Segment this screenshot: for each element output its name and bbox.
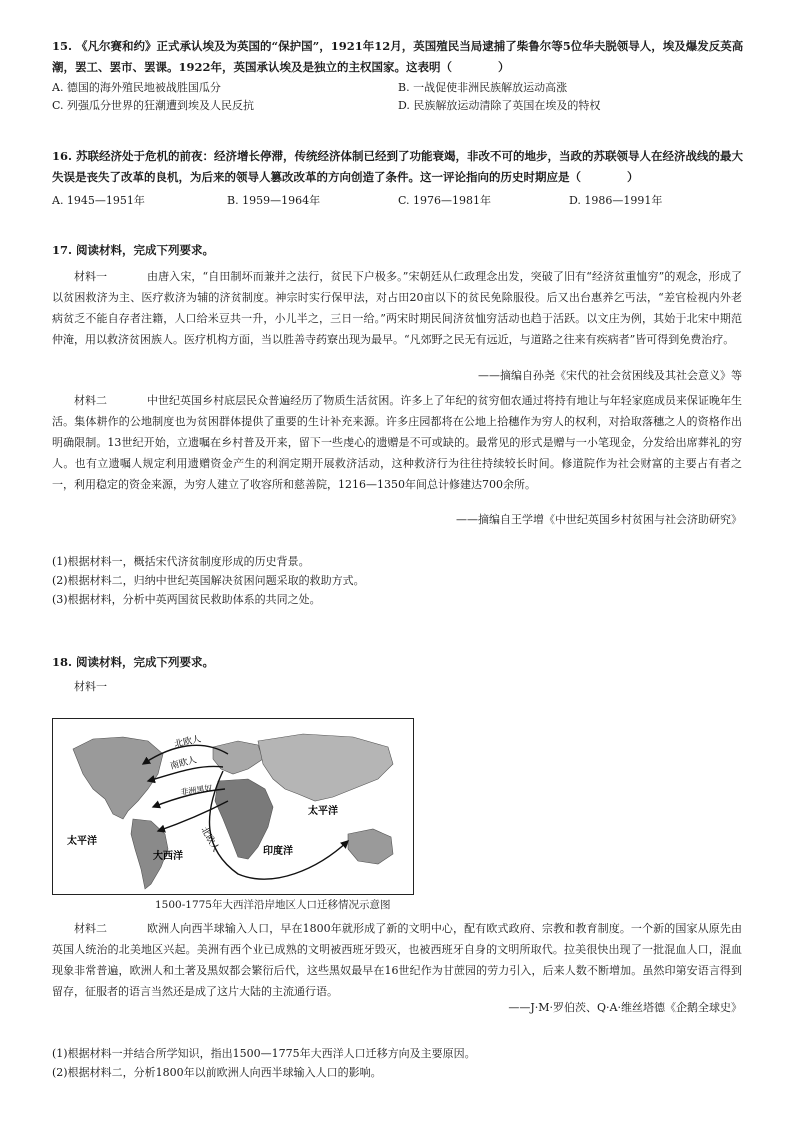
q17-material1-text: 由唐入宋，“自田制坏而兼并之法行，贫民下户极多。”宋朝廷从仁政理念出发，突破了旧有“经济贫重恤穷”的观念，形成了以贫困救济为主、医疗救济为辅的济贫制度。神宗时实行保甲法，对占田20亩以下的贫民免除服役。后又出台惠养乞丐法，“差官检视内外老病贫乏不能自存者注籍，人口给米豆共一升，小儿半之，三日一给。”两宋时期民间济贫恤穷活动也趋于活跃。以文庄为例，其始于北宋中期范仲淹，用以救济贫困族人。医疗机构方面，当以胜善寺药寮出现为最早。“凡郊野之民无有远近，与道路之往来有疾病者”皆可得到免费治疗。 [52,270,742,346]
q17-title: 17. 阅读材料，完成下列要求。 [52,243,215,257]
q17-material2-source: ——摘编自王学增《中世纪英国乡村贫困与社会济助研究》 [456,513,742,526]
q18-material2-text: 欧洲人向西半球输入人口，早在1800年就形成了新的文明中心，配有欧式政府、宗教和教育制度。一个新的国家从原先由英国人统治的北美地区兴起。美洲有西个业已成熟的文明被西班牙毁灭，也被西班牙自身的文明所取代。拉美很快出现了一批混血人口，混血现象非常普遍，欧洲人和土著及黑奴都会繁衍后代，这些黑奴最早在16世纪作为甘蔗园的劳力引入，后来人数不断增加。虽然印第安语言得到留存，征服者的语言当然还是成了这片大陆的主流通行语。 [52,922,742,998]
map-caption: 1500-1775年大西洋沿岸地区人口迁移情况示意图 [155,899,391,911]
map-label-atlantic: 大西洋 [153,851,183,862]
q17-material2-label: 材料二 [74,394,107,407]
asia-landmass [258,734,393,801]
q18-material2-source: ——J·M·罗伯茨、Q·A·维丝塔德《企鹅全球史》 [508,1001,742,1014]
q18-title: 18. 阅读材料，完成下列要求。 [52,655,215,669]
q15-option-b: B. 一战促使非洲民族解放运动高涨 [398,81,568,94]
europe-landmass [213,741,263,774]
q16-option-a: A. 1945—1951年 [52,194,145,207]
map-label-pacific-west: 太平洋 [67,836,97,847]
q16-option-b: B. 1959—1964年 [227,194,321,207]
map-label-africans: 非洲黑奴 [180,783,213,797]
q16-option-d: D. 1986—1991年 [569,194,663,207]
q17-requirement-3: (3)根据材料，分析中英两国贫民救助体系的共同之处。 [52,593,321,606]
q18-requirement-2: (2)根据材料二，分析1800年以前欧洲人向西半球输入人口的影响。 [52,1066,382,1079]
australia-landmass [348,829,393,864]
q17-material1-source: ——摘编自孙尧《宋代的社会贫困线及其社会意义》等 [478,369,742,382]
world-map-figure [53,719,413,894]
q15-option-d: D. 民族解放运动清除了英国在埃及的特权 [398,99,601,112]
map-label-pacific-east: 太平洋 [308,806,338,817]
q17-requirement-2: (2)根据材料二，归纳中世纪英国解决贫困问题采取的救助方式。 [52,574,365,587]
q18-material2-label: 材料二 [74,922,107,935]
q18-material1-label: 材料一 [74,680,107,693]
q15-option-a: A. 德国的海外殖民地被战胜国瓜分 [52,81,221,94]
q15-option-c: C. 列强瓜分世界的狂潮遭到埃及人民反抗 [52,99,255,112]
map-label-west-europe: 北欧人 [198,825,221,854]
map-label-south-europe: 南欧人 [169,755,198,772]
q15-title: 15. 《凡尔赛和约》正式承认埃及为英国的“保护国”，1921年12月，英国殖民当局逮捕了柴鲁尔等5位华夫脱领导人，埃及爆发反英高潮，罢工、罢市、罢课。1922年，英国承认埃及是独立的主权国家。这表明（ ） [52,39,744,74]
map-label-indian: 印度洋 [263,846,293,857]
q17-material1-label: 材料一 [74,270,107,283]
q17-material2-text: 中世纪英国乡村底层民众普遍经历了物质生活贫困。许多上了年纪的贫穷佃农通过将持有地让与年轻家庭成员来保证晚年生活。集体耕作的公地制度也为贫困群体提供了重要的生计补充来源。许多庄园都将在公地上拾穗作为穷人的权利，对拾取落穗之人的资格作出明确限制。13世纪开始，立遗嘱在乡村普及开来，留下一些虔心的遗赠是不可或缺的。最常见的形式是赠与一小笔现金，分发给出席葬礼的穷人。也有立遗嘱人规定利用遗赠资金产生的利润定期开展救济活动，这种救济行为往往持续较长时间。修道院作为社会财富的主要占有者之一，利用稳定的资金来源，为穷人建立了收容所和慈善院，1216—1350年间总计修建达700余所。 [52,394,742,491]
migration-map [52,718,414,895]
q17-requirement-1: (1)根据材料一，概括宋代济贫制度形成的历史背景。 [52,555,310,568]
map-label-north-europe: 北欧人 [173,734,203,750]
q16-title: 16. 苏联经济处于危机的前夜：经济增长停滞，传统经济体制已经到了功能衰竭，非改不可的地步，当政的苏联领导人在经济战线的最大失误是丧失了改革的良机，为后来的领导人篡改改革的方向创造了条件。这一评论指向的历史时期应是（ ） [52,149,744,184]
north-america-landmass [73,737,163,819]
q18-requirement-1: (1)根据材料一并结合所学知识，指出1500—1775年大西洋人口迁移方向及主要原因。 [52,1047,476,1060]
q16-option-c: C. 1976—1981年 [398,194,492,207]
